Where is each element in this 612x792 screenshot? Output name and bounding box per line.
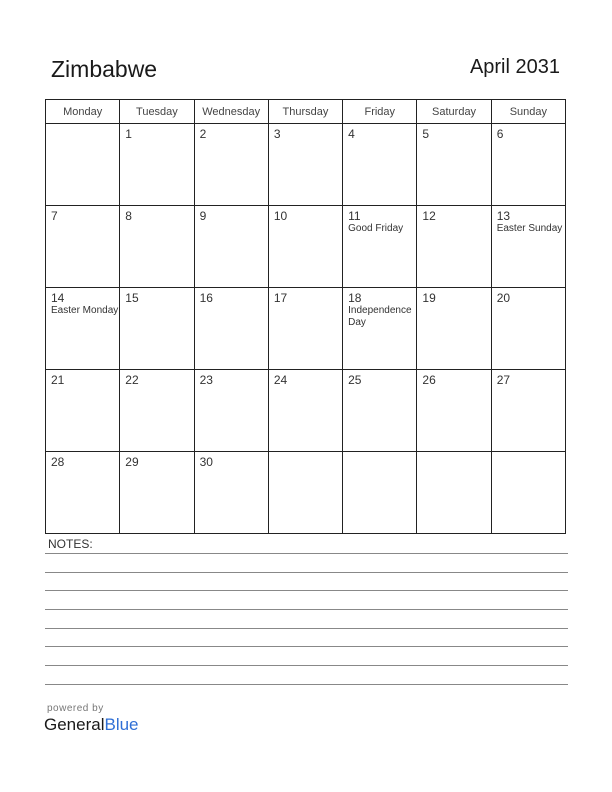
month-year-title: April 2031 <box>469 56 560 78</box>
weekday-thursday: Thursday <box>268 100 342 124</box>
calendar-week-row <box>46 452 566 534</box>
day-cell <box>268 288 342 370</box>
day-cell <box>120 370 194 452</box>
day-cell <box>417 288 491 370</box>
day-cell <box>491 124 565 206</box>
calendar-week-row <box>46 206 566 288</box>
weekday-saturday: Saturday <box>417 100 491 124</box>
holiday-label: Easter Sunday <box>496 223 563 234</box>
day-number: 4 <box>348 127 355 141</box>
day-cell <box>343 206 417 288</box>
day-number: 15 <box>125 291 139 305</box>
day-cell <box>268 370 342 452</box>
weekday-monday: Monday <box>46 100 120 124</box>
day-cell <box>491 370 565 452</box>
day-cell <box>120 452 194 534</box>
day-number: 3 <box>273 127 281 141</box>
calendar-weeks <box>46 124 566 534</box>
day-number: 13 <box>496 209 511 223</box>
day-number: 5 <box>422 127 430 141</box>
note-line <box>45 665 568 666</box>
empty-day-cell <box>491 452 565 534</box>
day-number: 18 <box>348 291 362 305</box>
weekday-wednesday: Wednesday <box>194 100 268 124</box>
day-number: 17 <box>273 291 288 305</box>
weekday-tuesday: Tuesday <box>120 100 194 124</box>
day-number: 26 <box>422 373 436 387</box>
day-number: 9 <box>199 209 207 223</box>
note-line <box>45 553 568 554</box>
brand-general-text: General <box>44 715 105 734</box>
day-cell <box>194 452 268 534</box>
day-cell <box>417 124 491 206</box>
day-number: 23 <box>199 373 213 387</box>
note-line <box>45 684 568 685</box>
day-cell <box>46 370 120 452</box>
country-title: Zimbabwe <box>51 56 158 82</box>
day-cell <box>417 206 491 288</box>
day-cell <box>46 288 120 370</box>
day-cell <box>194 206 268 288</box>
calendar-week-row <box>46 124 566 206</box>
empty-day-cell <box>46 124 120 206</box>
day-number: 28 <box>51 455 65 469</box>
day-number: 24 <box>273 373 288 387</box>
day-number: 8 <box>125 209 132 223</box>
day-cell <box>343 370 417 452</box>
day-cell <box>343 288 417 370</box>
calendar-week-row <box>46 288 566 370</box>
weekday-friday: Friday <box>343 100 417 124</box>
day-number: 27 <box>496 373 511 387</box>
day-cell <box>491 206 565 288</box>
day-cell <box>120 124 194 206</box>
weekday-sunday: Sunday <box>491 100 565 124</box>
day-number: 7 <box>51 209 58 223</box>
day-cell <box>120 206 194 288</box>
holiday-label: Easter Monday <box>51 305 119 316</box>
notes-label: NOTES: <box>48 537 93 551</box>
day-cell <box>194 288 268 370</box>
day-cell <box>268 124 342 206</box>
calendar-header <box>51 56 560 86</box>
day-number: 10 <box>273 209 288 223</box>
generalblue-logo[interactable] <box>44 715 139 735</box>
day-cell <box>194 370 268 452</box>
day-number: 19 <box>422 291 436 305</box>
day-cell <box>46 206 120 288</box>
day-cell <box>343 124 417 206</box>
weekday-header-row <box>46 100 566 124</box>
day-number: 12 <box>422 209 436 223</box>
day-number: 30 <box>199 455 213 469</box>
day-number: 1 <box>125 127 132 141</box>
day-cell <box>120 288 194 370</box>
empty-day-cell <box>343 452 417 534</box>
note-line <box>45 590 568 591</box>
powered-by-text: powered by <box>47 703 104 714</box>
day-number: 16 <box>199 291 213 305</box>
day-number: 14 <box>51 291 65 305</box>
note-line <box>45 628 568 629</box>
footer-branding <box>44 703 139 735</box>
calendar-grid <box>45 99 566 534</box>
day-number: 2 <box>199 127 207 141</box>
calendar-week-row <box>46 370 566 452</box>
holiday-label: Good Friday <box>348 223 404 234</box>
day-cell <box>491 288 565 370</box>
holiday-label: Independence Day <box>348 305 412 328</box>
day-cell <box>194 124 268 206</box>
day-cell <box>417 370 491 452</box>
day-number: 25 <box>348 373 362 387</box>
note-line <box>45 609 568 610</box>
day-number: 21 <box>51 373 65 387</box>
day-number: 20 <box>496 291 511 305</box>
day-cell <box>46 452 120 534</box>
day-cell <box>268 206 342 288</box>
note-line <box>45 646 568 647</box>
empty-day-cell <box>268 452 342 534</box>
day-number: 22 <box>125 373 139 387</box>
day-number: 11 <box>348 209 361 223</box>
brand-blue-text: Blue <box>104 715 139 734</box>
empty-day-cell <box>417 452 491 534</box>
day-number: 6 <box>496 127 504 141</box>
day-number: 29 <box>125 455 139 469</box>
note-line <box>45 572 568 573</box>
